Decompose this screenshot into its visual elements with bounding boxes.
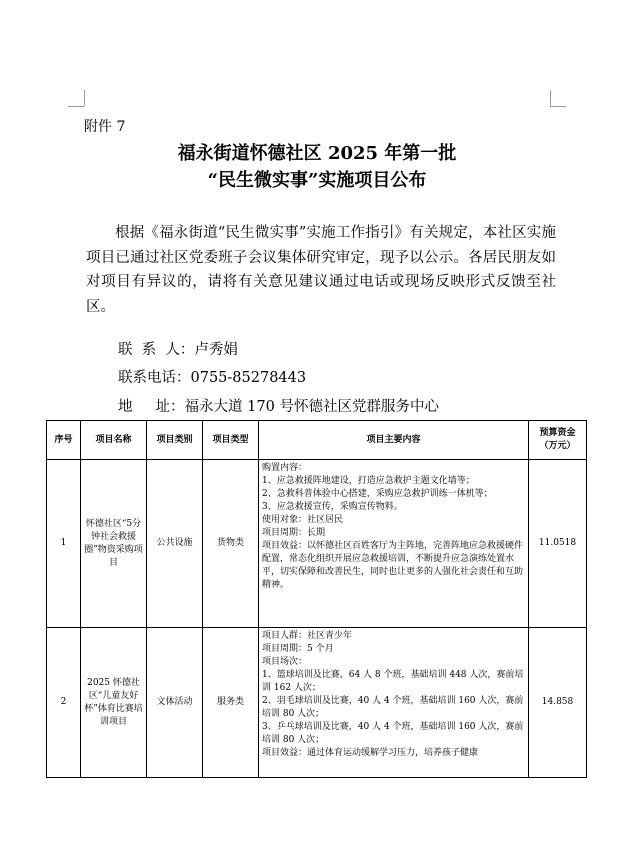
contact-person: 联 系 人：卢秀娟 [118,342,238,358]
contact-phone: 联系电话：0755-85278443 [118,370,307,386]
intro-paragraph-text: 根据《福永街道“民生微实事”实施工作指引》有关规定，本社区实施项目已通过社区党委班子会议集体研究审定，现予以公示。各居民朋友如对项目有异议的，请将有关意见建议通过电话或现场反映形式反馈至社区。 [86,225,556,315]
content-line: 1、应急救援阵地建设，打造应急救护主题文化墙等； [262,476,475,486]
content-line: 3、乒乓球培训及比赛，40 人 4 个班，基础培训 160 人次，赛前培训 80 人次； [262,722,524,745]
content-line: 项目效益：通过体育运动缓解学习压力，培养孩子健康 [262,748,479,758]
content-line: 项目周期：长期 [262,528,326,538]
table-row [47,628,587,778]
content-line: 购置内容： [262,463,308,473]
content-line: 3、应急救援宣传，采购宣传物料。 [262,502,403,512]
header-category: 项目类别 [147,421,203,460]
row-no: 1 [47,460,81,628]
row-category: 公共设施 [147,460,203,628]
content-line: 项目人群：社区青少年 [262,631,353,641]
header-content: 项目主要内容 [259,421,529,460]
header-name: 项目名称 [81,421,147,460]
content-line: 项目场次： [262,657,308,667]
header-no: 序号 [47,421,81,460]
content-line: 项目周期：5 个月 [262,644,334,654]
content-line: 2、急救科普体验中心搭建，采购应急救护训练一体机等； [262,489,493,499]
row-type: 服务类 [203,628,259,778]
content-line: 项目效益：以怀德社区百姓客厅为主阵地，完善阵地应急救援硬件配置，常态化组织开展应急救援培训，不断提升应急演练处置水平，切实保障和改善民生，同时也让更多的人强化社会责任和互助精神。 [262,541,524,590]
row-content [259,460,529,628]
document-title-line-2: “民生微实事”实施项目公布 [207,170,427,191]
row-name: 怀德社区“5分钟社会救援圈”物资采购项目 [81,460,147,628]
table-row [47,460,587,628]
row-no: 2 [47,628,81,778]
content-line: 1、篮球培训及比赛，64 人 8 个班，基础培训 448 人次，赛前培训 162 人次； [262,670,524,693]
contact-address: 地 址：福永大道 170 号怀德社区党群服务中心 [118,399,439,415]
content-line: 使用对象：社区居民 [262,515,344,525]
row-category: 文体活动 [147,628,203,778]
row-content [259,628,529,778]
content-line: 2、羽毛球培训及比赛，40 人 4 个班，基础培训 160 人次，赛前培训 80 人次； [262,696,524,719]
intro-paragraph [86,221,556,319]
project-table [46,420,587,778]
header-type: 项目类型 [203,421,259,460]
header-budget: 预算资金（万元） [529,421,587,460]
table-header-row [47,421,587,460]
row-name: 2025 怀德社区“儿童友好杯”体育比赛培训项目 [81,628,147,778]
document-title-line-1: 福永街道怀德社区 2025 年第一批 [177,143,457,164]
attachment-label: 附件 7 [84,119,126,135]
row-budget: 11.0518 [529,460,587,628]
row-budget: 14.858 [529,628,587,778]
row-type: 货物类 [203,460,259,628]
